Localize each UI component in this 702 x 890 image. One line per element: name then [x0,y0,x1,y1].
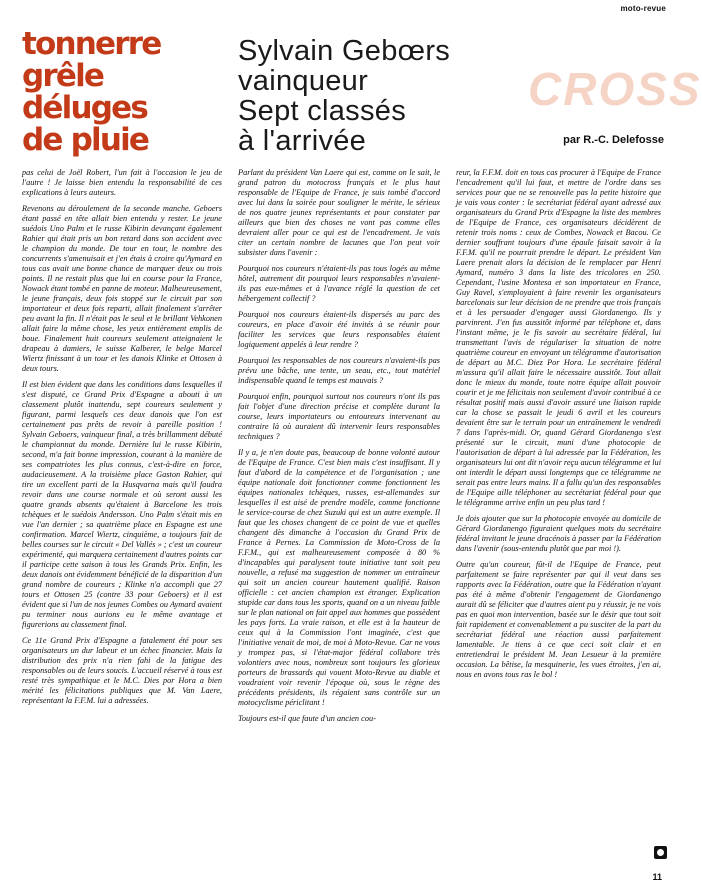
magazine-name: moto-revue [620,4,666,13]
paragraph: Pourquoi les responsables de nos coureurs n'avaient-ils pas prévu une bâche, une tente, un seau, etc., tout matériel indispensable quand le temps est mauvais ? [238,356,440,385]
page-number: 11 [652,872,662,882]
headline-line: vainqueur [238,65,369,97]
headline-line: Sylvain Gebœrs [238,35,451,67]
text-column-1 [22,168,222,858]
kicker-line: tonnerre [22,26,161,62]
paragraph: Pourquoi enfin, pourquoi surtout nos coureurs n'ont ils pas fait l'objet d'une direction précise et complète durant la course, leurs importateurs ou entoureurs intervenant au contraire là où auraient dû intervenir leurs responsables techniques ? [238,392,440,441]
headline-line: Sept classés [238,95,407,127]
paragraph: reur, la F.F.M. doit en tous cas procurer à l'Equipe de France l'encadrement qu'il lui faut, et mettre de l'ordre dans ses services pour que ne se renouvelle pas la petite histoire que je vais vous conter : le secrétariat fédéral ayant adressé aux organisateurs du Grand Prix d'Espagne la liste des membres de l'Equipe de France, ces organisateurs décidèrent de retenir trois noms : ceux de Combes, Nowack et Bacou. Ce dernier souffrant toujours d'une épaule faisait savoir à la F.F.M. qu'il ne pourrait prendre le départ. Le président Van Laere prenait alors la décision de le remplacer par Henri Aymard, numéro 3 dans la liste des tricolores en 250. Cependant, l'usine Montesa et son importateur en France, Guy Ravel, s'employaient à faire revenir les organisateurs barcelonais sur leur décision de ne prendre que trois français et à les persuader d'engager aussi Giordanengo. Ils y parvinrent. J'en fus aussitôt informé par téléphone et, dans l'instant même, je le fis savoir au secrétaire fédéral, lui transmettant l'avis de régulariser la situation de notre quatrième coureur en envoyant un télégramme d'autorisation de départ au M.C. Diez Por Hora. Le secrétaire fédéral m'assura qu'il allait faire le nécessaire aussitôt. Tout allait donc le mieux du monde, toute notre équipe allait pouvoir courir et je me félicitais non seulement d'avoir contribué à ce résultat positif mais aussi d'avoir assuré une liaison rapide car la chose se passait le jeudi 6 avril et les coureurs devaient être sur le terrain pour un entraînement le vendredi 7 dans l'après-midi. Or, quand Gérard Giordanengo s'est présenté sur le circuit, muni d'une photocopie de l'autorisation de départ à lui adressée par la Fédération, les organisateurs lui ont dit n'avoir reçu aucun télégramme et lui ont interdit le départ aussi longtemps que ce télégramme ne serait pas entre leurs mains. Il a fallu qu'un des responsables de l'Equipe aille téléphoner au secrétariat fédéral pour que le télégramme arrive enfin un peu plus tard ! [456,168,661,507]
paragraph: Pourquoi nos coureurs n'étaient-ils pas tous logés au même hôtel, autrement dit pourquoi leurs responsables n'avaient-ils pas eux-mêmes et à l'avance réglé la question de cet hébergement collectif ? [238,264,440,303]
kicker-line: grêle [22,58,104,94]
text-column-3 [456,168,661,858]
section-watermark: CROSS [528,63,702,115]
text-column-2 [238,168,440,858]
paragraph: Ce 11e Grand Prix d'Espagne a fatalement été pour ses organisateurs un dur labeur et un échec financier. Mais la distribution des prix n'a rien fahi de la fatigue des responsables ou de leurs soucis. L'accueil réservé à tous est resté très sympathique et le M.C. Dies por Hora a bien mérité les félicitations publiques que M. Van Laere, représentant la F.F.M. lui a adressées. [22,636,222,705]
paragraph: Je dois ajouter que sur la photocopie envoyée au domicile de Gérard Giordanengo figuraient quelques mots du secrétaire fédéral invitant le jeune dracénois à passer par la Fédération dans l'avenir (sous-entendu plutôt que par moi !). [456,514,661,553]
paragraph: Parlant du président Van Laere qui est, comme on le sait, le grand patron du motocross français et le plus haut responsable de l'Equipe de France, je suis tombé d'accord avec lui dans la soirée pour souligner le mérite, le sérieux de nos quatre jeunes représentants et pour constater par ailleurs que bien des choses ne vont pas comme elles devraient aller pour ce qui est de l'encadrement. Je vais citer un certain nombre de lacunes que l'on peut voir subsister dans l'avenir : [238,168,440,257]
headline [238,36,558,156]
paragraph: Revenons au déroulement de la seconde manche. Geboers étant passé en tête allait bien entendu y rester. Le jeune suédois Uno Palm et le russe Kibirin devançant également Rahier qui était pris un bon retard dans son accident avec le champion du monde. De tour en tour, le nombre des concurrents s'amenuisait et j'en étais à croire qu'Aymard en tous cas avait une bonne chance de marquer deux ou trois points. Il ne restait plus que lui en course pour la France, Nowack étant tombé en panne de moteur. Malheureusement, le jeune français, deux fois stoppé sur le circuit par son importateur et deux fois reparti, allait finalement s'arrêter peu avant la fin. Il n'était pas le seul et le brillant Vehkonen allait faire la même chose, les yeux entièrement emplis de boue. Finalement huit coureurs seulement atteignaient le drapeau à damiers, le suisse Kalberer, le belge Marcel Wiertz finissant à un tour et les danois Klinke et Ottosen à deux tours. [22,204,222,373]
paragraph: Outre qu'un coureur, fût-il de l'Equipe de France, peut parfaitement se faire représenter par qui il veut dans ses rapports avec la Fédération, outre que la Fédération n'ayant pas été à même d'obtenir l'engagement de Giordanengo aurait dû se féliciter que d'autres aient pu y réussir, je ne vois pas en quoi mon intervention, basée sur le désir que tout soit fait rapidement et convenablement a pu susciter de la part du secrétariat fédéral une réaction aussi parfaitement lamentable. Je tiens à ce que ceci soit clair et en entretiendrai le président M. Jean Lesueur à la première occasion. La bêtise, la mesquinerie, les vues étroites, j'en ai, nous en avons tous ras le bol ! [456,560,661,679]
kicker-line: déluges [22,90,147,126]
paragraph: Il est bien évident que dans les conditions dans lesquelles il s'est disputé, ce Grand Prix d'Espagne a abouti à un classement plutôt inattendu, sept coureurs seulement y figurant, parmi lesquels ces deux danois que l'on est certainement pas prêts de revoir à pareille position ! Sylvain Geboers, vainqueur final, a très brillamment débuté le championnat du monde. Dernière lui le russe Kibirin, second, m'a fait bonne impression, courant à la manière de ses compatriotes les plus connus, c'est-à-dire en force, audacieusement. A la troisième place Gaston Rahier, qui tire un excellent parti de la Husqvarna mais qu'il faudra revoir dans une course normale et où seront aussi les quatre grands absents qu'étaient à Barcelone les trois tchèques et le suédois Andersson. Uno Palm s'était mis en vue l'an dernier ; sa quatrième place en Espagne est une confirmation. Marcel Wiertz, cinquième, a toujours fait de belles courses sur le circuit « Del Vallés » ; c'est un coureur expérimenté, qui marquera certainement d'autres points car il participe cette saison à tous les Grands Prix. Enfin, les deux danois ont évidemment bénéficié de la disparition d'un grand nombre de coureurs ; Klinke n'a accompli que 27 tours et Ottosen 25 (contre 33 pour Geboers) et il est évident que si l'un de nos jeunes Combes ou Aymard avaient pu terminer nous aurions eu le même avantage et figurerions au classement final. [22,380,222,629]
kicker-title [22,28,218,156]
end-of-article-icon [654,846,667,859]
byline: par R.-C. Delefosse [563,134,664,146]
paragraph: Pourquoi nos coureurs étaient-ils dispersés au parc des coureurs, en place d'avoir été invités à se réunir pour faciliter les services que leurs responsables étaient logiquement appelés à leur rendre ? [238,310,440,349]
paragraph: Il y a, je n'en doute pas, beaucoup de bonne volonté autour de l'Equipe de France. C'est bien mais c'est insuffisant. Il y faut d'abord de la compétence et de l'organisation ; une équipe nationale doit fonctionner comme fonctionnent les équipes nationales tchèques, russes, est-allemandes sur lesquelles il est aisé de prendre modèle, comme fonctionne le service-course de chez Suzuki qui est un autre exemple. Il faut que les choses changent de ce point de vue et quelles changent dès dimanche à l'occasion du Grand Prix de France à Pernes. La Commission de Moto-Cross de la F.F.M., qui est malheureusement composée à 80 % d'incapables qui paralysent toute initiative tant soit peu nouvelle, a refusé ma suggestion de nommer un entraîneur qui soit un ancien coureur hautement qualifié. Raison officielle : cet ancien champion est étranger. Explication stupide car dans tous les sports, quand on a un niveau faible sur le plan national on fait appel aux hommes que possèdent les pays forts. La vraie raison, et elle est à la hauteur de ceux qui à la Commission l'ont imaginée, c'est que l'initiative venait de moi, de moi à Moto-Revue. Car ne vous y trompez pas, si l'état-major fédéral collabore très volontiers avec nous, nombreux sont toujours les glorieux porteurs de brassards qui vouent Moto-Revue au diable et voudraient voir revenir l'époque où, sous le règne des précédents présidents, ils régaient sans contrôle sur un motocyclisme périclitant ! [238,448,440,707]
kicker-line: de pluie [22,122,149,158]
headline-line: à l'arrivée [238,125,367,157]
paragraph: pas celui de Joël Robert, l'un fait à l'occasion le jeu de l'autre ! Je laisse bien entendu la responsabilité de ces explications à leurs auteurs. [22,168,222,197]
paragraph: Toujours est-il que faute d'un ancien cou- [238,714,376,723]
